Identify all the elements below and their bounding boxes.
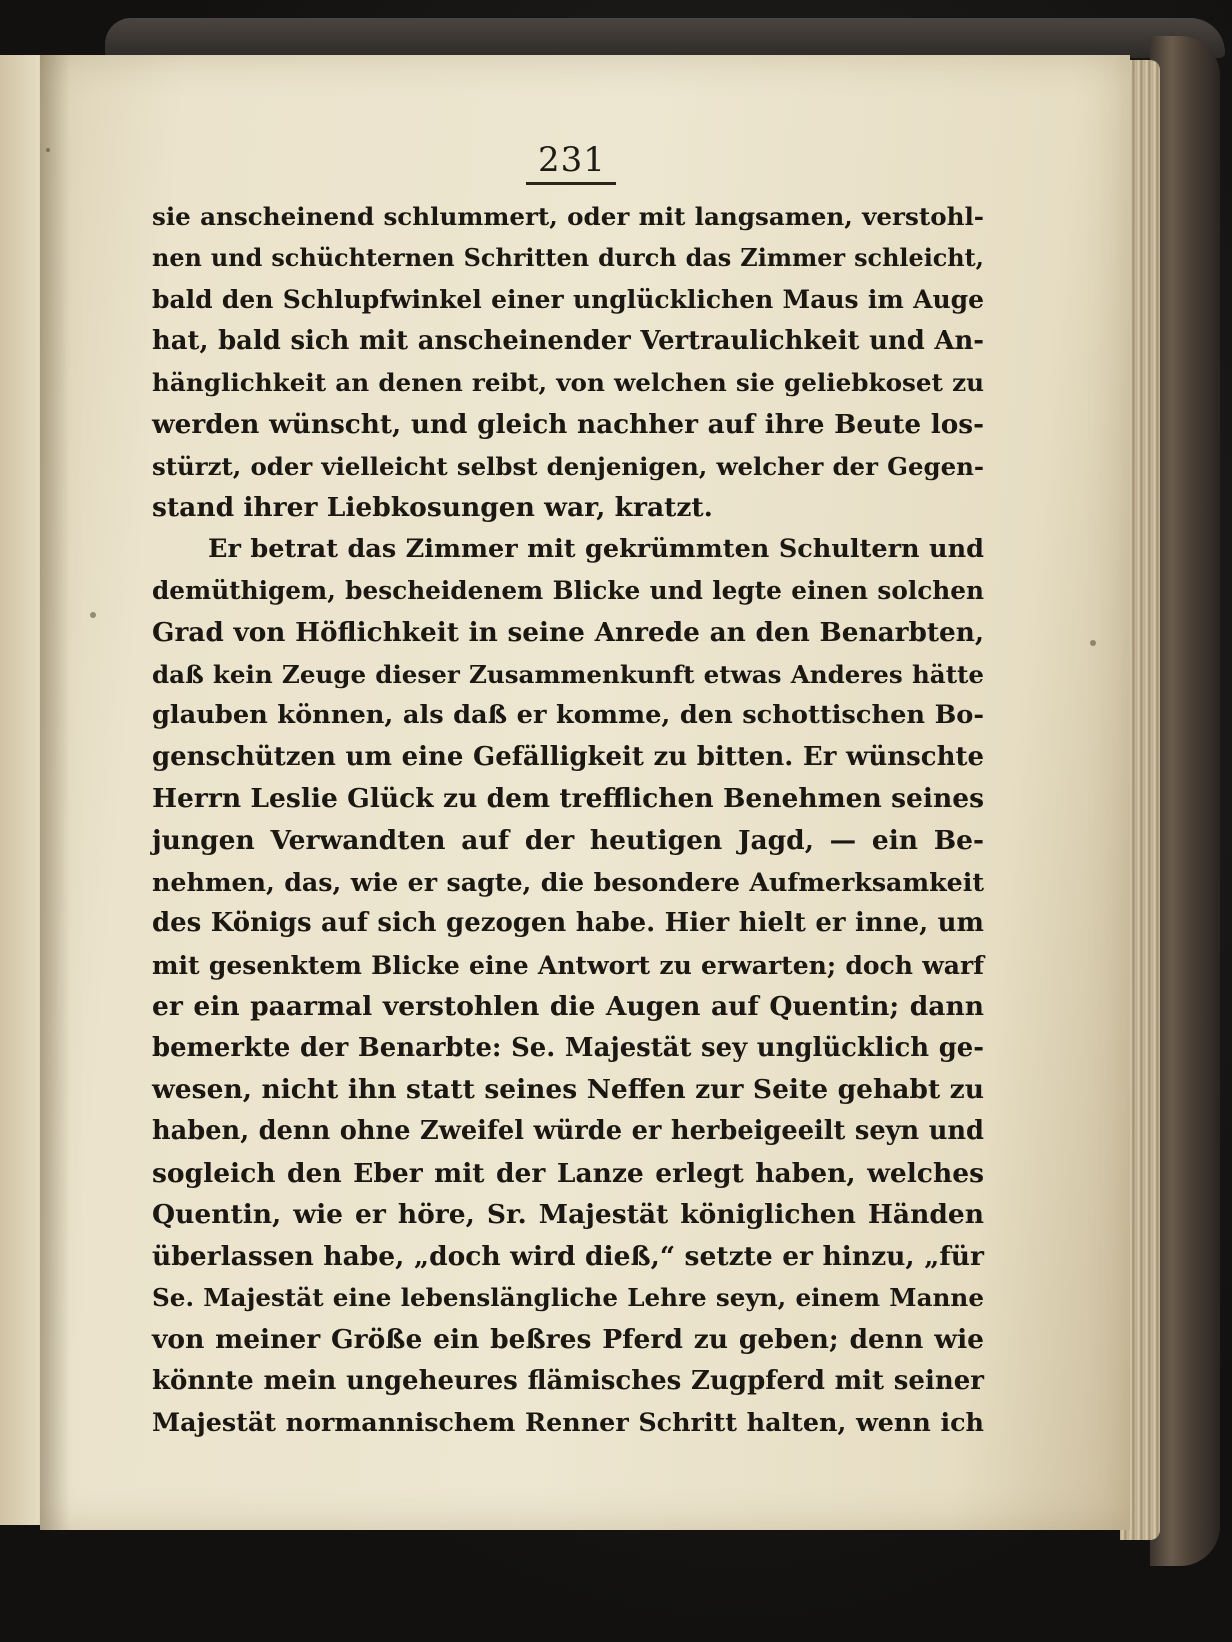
text-line: des Königs auf sich gezogen habe. Hier hielt er inne, um [152, 908, 984, 939]
text-line: daß kein Zeuge dieser Zusammenkunft etwas Anderes hätte [152, 659, 984, 689]
text-line: überlassen habe, „doch wird dieß,“ setzte er hinzu, „für [152, 1240, 984, 1272]
text-line: Grad von Höflichkeit in seine Anrede an den Benarbten, [152, 616, 984, 648]
paper-speck [1090, 640, 1096, 646]
text-line: hat, bald sich mit anscheinender Vertraulichkeit und An- [152, 325, 984, 356]
text-line: haben, denn ohne Zweifel würde er herbeigeeilt seyn und [152, 1116, 984, 1147]
page-number-rule [526, 182, 616, 185]
text-line: von meiner Größe ein beßres Pferd zu geben; denn wie [152, 1324, 984, 1356]
text-line: bemerkte der Benarbte: Se. Majestät sey unglücklich ge- [152, 1032, 984, 1063]
text-line: hänglichkeit an denen reibt, von welchen sie geliebkoset zu [152, 368, 984, 398]
text-line: Se. Majestät eine lebenslängliche Lehre seyn, einem Manne [152, 1283, 984, 1313]
paper-speck [46, 148, 50, 152]
text-line: werden wünscht, und gleich nachher auf ihre Beute los- [152, 408, 984, 440]
text-line: stand ihrer Liebkosungen war, kratzt. [152, 492, 713, 524]
text-line: stürzt, oder vielleicht selbst denjenigen, welcher der Gegen- [152, 451, 984, 481]
text-line: jungen Verwandten auf der heutigen Jagd, — ein Be- [152, 824, 984, 856]
text-line: bald den Schlupfwinkel einer unglücklichen Maus im Auge [152, 285, 984, 315]
paper-speck [90, 612, 96, 618]
page-number: 231 [538, 140, 606, 180]
paragraph-start-line: Er betrat das Zimmer mit gekrümmten Schultern und [208, 533, 984, 564]
text-line: demüthigem, bescheidenem Blicke und legte einen solchen [152, 576, 984, 606]
text-line: mit gesenktem Blicke eine Antwort zu erwarten; doch warf [152, 949, 984, 980]
text-line: Majestät normannischem Renner Schritt halten, wenn ich [152, 1407, 984, 1438]
text-line: nehmen, das, wie er sagte, die besondere Aufmerksamkeit [152, 866, 984, 897]
text-line: sie anscheinend schlummert, oder mit langsamen, verstohl- [152, 202, 984, 231]
text-line: könnte mein ungeheures flämisches Zugpferd mit seiner [152, 1365, 984, 1396]
text-line: er ein paarmal verstohlen die Augen auf Quentin; dann [152, 991, 984, 1023]
text-line: genschützen um eine Gefälligkeit zu bitten. Er wünschte [152, 741, 984, 772]
gutter-shadow [40, 55, 70, 1530]
text-line: nen und schüchternen Schritten durch das Zimmer schleicht, [152, 243, 984, 272]
text-line: wesen, nicht ihn statt seines Neffen zur Seite gehabt zu [152, 1074, 984, 1106]
book-cover-right-edge [1150, 36, 1220, 1566]
book-cover-top-edge [105, 18, 1225, 58]
text-line: Herrn Leslie Glück zu dem trefflichen Benehmen seines [152, 783, 984, 815]
body-text [152, 196, 984, 1444]
text-line: Quentin, wie er höre, Sr. Majestät königlichen Händen [152, 1199, 984, 1231]
text-line: glauben können, als daß er komme, den schottischen Bo- [152, 700, 984, 731]
text-line: sogleich den Eber mit der Lanze erlegt haben, welches [152, 1157, 984, 1189]
